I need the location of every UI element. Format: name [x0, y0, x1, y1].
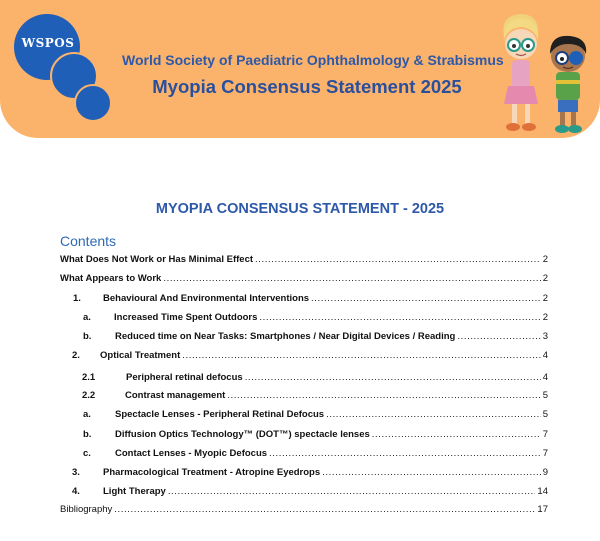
contents-heading: Contents [60, 233, 117, 249]
toc-entry-page: 4 [542, 372, 548, 383]
toc-entry-label: Light Therapy [103, 486, 166, 497]
toc-entry-number: b. [83, 429, 92, 440]
toc-entry-number: 4. [72, 486, 80, 497]
toc-entry-number: b. [83, 331, 92, 342]
toc-entry[interactable] [60, 503, 548, 516]
toc-entry[interactable] [83, 330, 548, 343]
toc-entry-number: 2.2 [82, 390, 96, 401]
toc-entry-page: 7 [542, 448, 548, 459]
toc-entry[interactable] [72, 485, 548, 498]
toc-entry[interactable] [60, 253, 548, 266]
toc-entry-label: Contrast management [125, 390, 226, 401]
toc-entry[interactable] [82, 371, 548, 384]
toc-entry-label: Behavioural And Environmental Interventions [103, 293, 310, 304]
toc-entry[interactable] [83, 428, 548, 441]
logo-wordmark: WSPOS [21, 36, 75, 50]
toc-entry-label: Peripheral retinal defocus [126, 372, 243, 383]
toc-entry-page: 4 [542, 350, 548, 361]
toc-entry[interactable] [72, 466, 548, 479]
toc-entry-label: Diffusion Optics Technology™ (DOT™) spectacle lenses [115, 429, 370, 440]
toc-entry-page: 7 [542, 429, 548, 440]
toc-entry[interactable] [73, 292, 548, 305]
toc-entry[interactable] [83, 311, 548, 324]
toc-entry[interactable] [82, 389, 548, 402]
organization-name: World Society of Paediatric Ophthalmology & Strabismus [122, 52, 504, 68]
toc-entry-page: 5 [542, 390, 548, 401]
toc-entry-label: Bibliography [60, 504, 113, 515]
document-heading: MYOPIA CONSENSUS STATEMENT - 2025 [155, 201, 445, 217]
toc-entry-label: Increased Time Spent Outdoors [114, 312, 258, 323]
toc-entry-label: Contact Lenses - Myopic Defocus [115, 448, 268, 459]
toc-entry[interactable] [83, 447, 548, 460]
toc-entry-number: 1. [73, 293, 81, 304]
toc-entry-number: a. [83, 409, 91, 420]
toc-entry-page: 5 [542, 409, 548, 420]
toc-entry[interactable] [83, 408, 548, 421]
toc-entry-page: 3 [542, 331, 548, 342]
toc-entry-number: 2.1 [82, 372, 96, 383]
toc-entry-page: 2 [542, 293, 548, 304]
toc-entry-number: a. [83, 312, 91, 323]
toc-entry-page: 14 [537, 486, 548, 497]
toc-entry[interactable] [72, 349, 548, 362]
toc-entry-page: 2 [542, 312, 548, 323]
toc-entry[interactable] [60, 272, 548, 285]
toc-entry-label: What Appears to Work [60, 273, 162, 284]
banner-title: Myopia Consensus Statement 2025 [152, 76, 462, 97]
toc-entry-number: c. [83, 448, 91, 459]
toc-entry-page: 2 [542, 254, 548, 265]
toc-entry-label: Reduced time on Near Tasks: Smartphones / Near Digital Devices / Reading [115, 331, 456, 342]
toc-entry-label: Optical Treatment [100, 350, 181, 361]
toc-entry-label: Pharmacological Treatment - Atropine Eyedrops [103, 467, 321, 478]
toc-entry-page: 9 [542, 467, 548, 478]
toc-entry-number: 2. [72, 350, 80, 361]
toc-entry-number: 3. [72, 467, 80, 478]
toc-entry-label: Spectacle Lenses - Peripheral Retinal Defocus [115, 409, 325, 420]
toc-entry-label: What Does Not Work or Has Minimal Effect [60, 254, 254, 265]
toc-entry-page: 2 [542, 273, 548, 284]
toc-entry-page: 17 [537, 504, 548, 515]
